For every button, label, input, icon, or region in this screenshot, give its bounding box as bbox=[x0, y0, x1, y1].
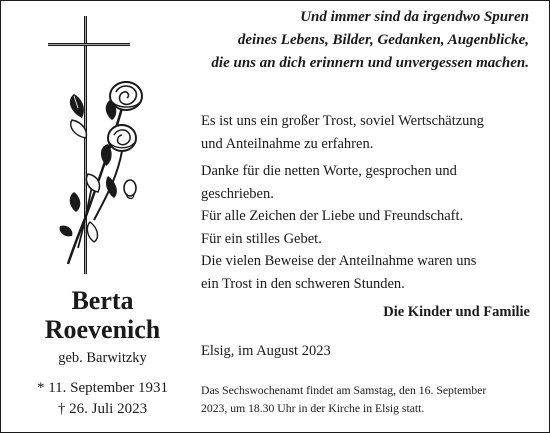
birth-date: * 11. September 1931 bbox=[36, 380, 169, 396]
thanks-paragraph-2 bbox=[201, 160, 531, 295]
notice-line: Das Sechswochenamt findet am Samstag, den 16. September bbox=[201, 384, 487, 397]
message-line: Für alle Zeichen der Liebe und Freundschaft. bbox=[201, 208, 464, 224]
message-line: Danke für die netten Worte, gesprochen und bbox=[201, 163, 457, 179]
message-line: Für ein stilles Gebet. bbox=[201, 230, 322, 247]
death-date: † 26. Juli 2023 bbox=[57, 401, 148, 417]
deceased-first-name: Berta bbox=[71, 286, 134, 315]
thanks-paragraph-1 bbox=[201, 110, 531, 155]
message-line: ein Trost in den schweren Stunden. bbox=[201, 275, 405, 292]
memorial-quote bbox=[109, 6, 529, 75]
place-date: Elsig, im August 2023 bbox=[201, 343, 331, 359]
memorial-service-notice bbox=[201, 382, 536, 418]
notice-line: 2023, um 18.30 Uhr in der Kirche in Elsig statt. bbox=[201, 402, 425, 415]
deceased-info bbox=[10, 286, 195, 420]
quote-line: Und immer sind da irgendwo Spuren bbox=[300, 9, 529, 25]
deceased-last-name: Roevenich bbox=[44, 315, 161, 344]
message-line: Die vielen Beweise der Anteilnahme waren uns bbox=[201, 253, 477, 269]
signoff: Die Kinder und Familie bbox=[383, 304, 530, 320]
message-line: und Anteilnahme zu erfahren. bbox=[201, 135, 374, 152]
quote-line: die uns an dich erinnern und unvergessen machen. bbox=[211, 55, 529, 71]
message-line: geschrieben. bbox=[201, 185, 274, 202]
message-line: Es ist uns ein großer Trost, soviel Wertschätzung bbox=[201, 113, 484, 129]
quote-line: deines Lebens, Bilder, Gedanken, Augenblicke, bbox=[237, 32, 529, 48]
maiden-name: geb. Barwitzky bbox=[58, 350, 147, 366]
life-dates bbox=[10, 378, 195, 420]
